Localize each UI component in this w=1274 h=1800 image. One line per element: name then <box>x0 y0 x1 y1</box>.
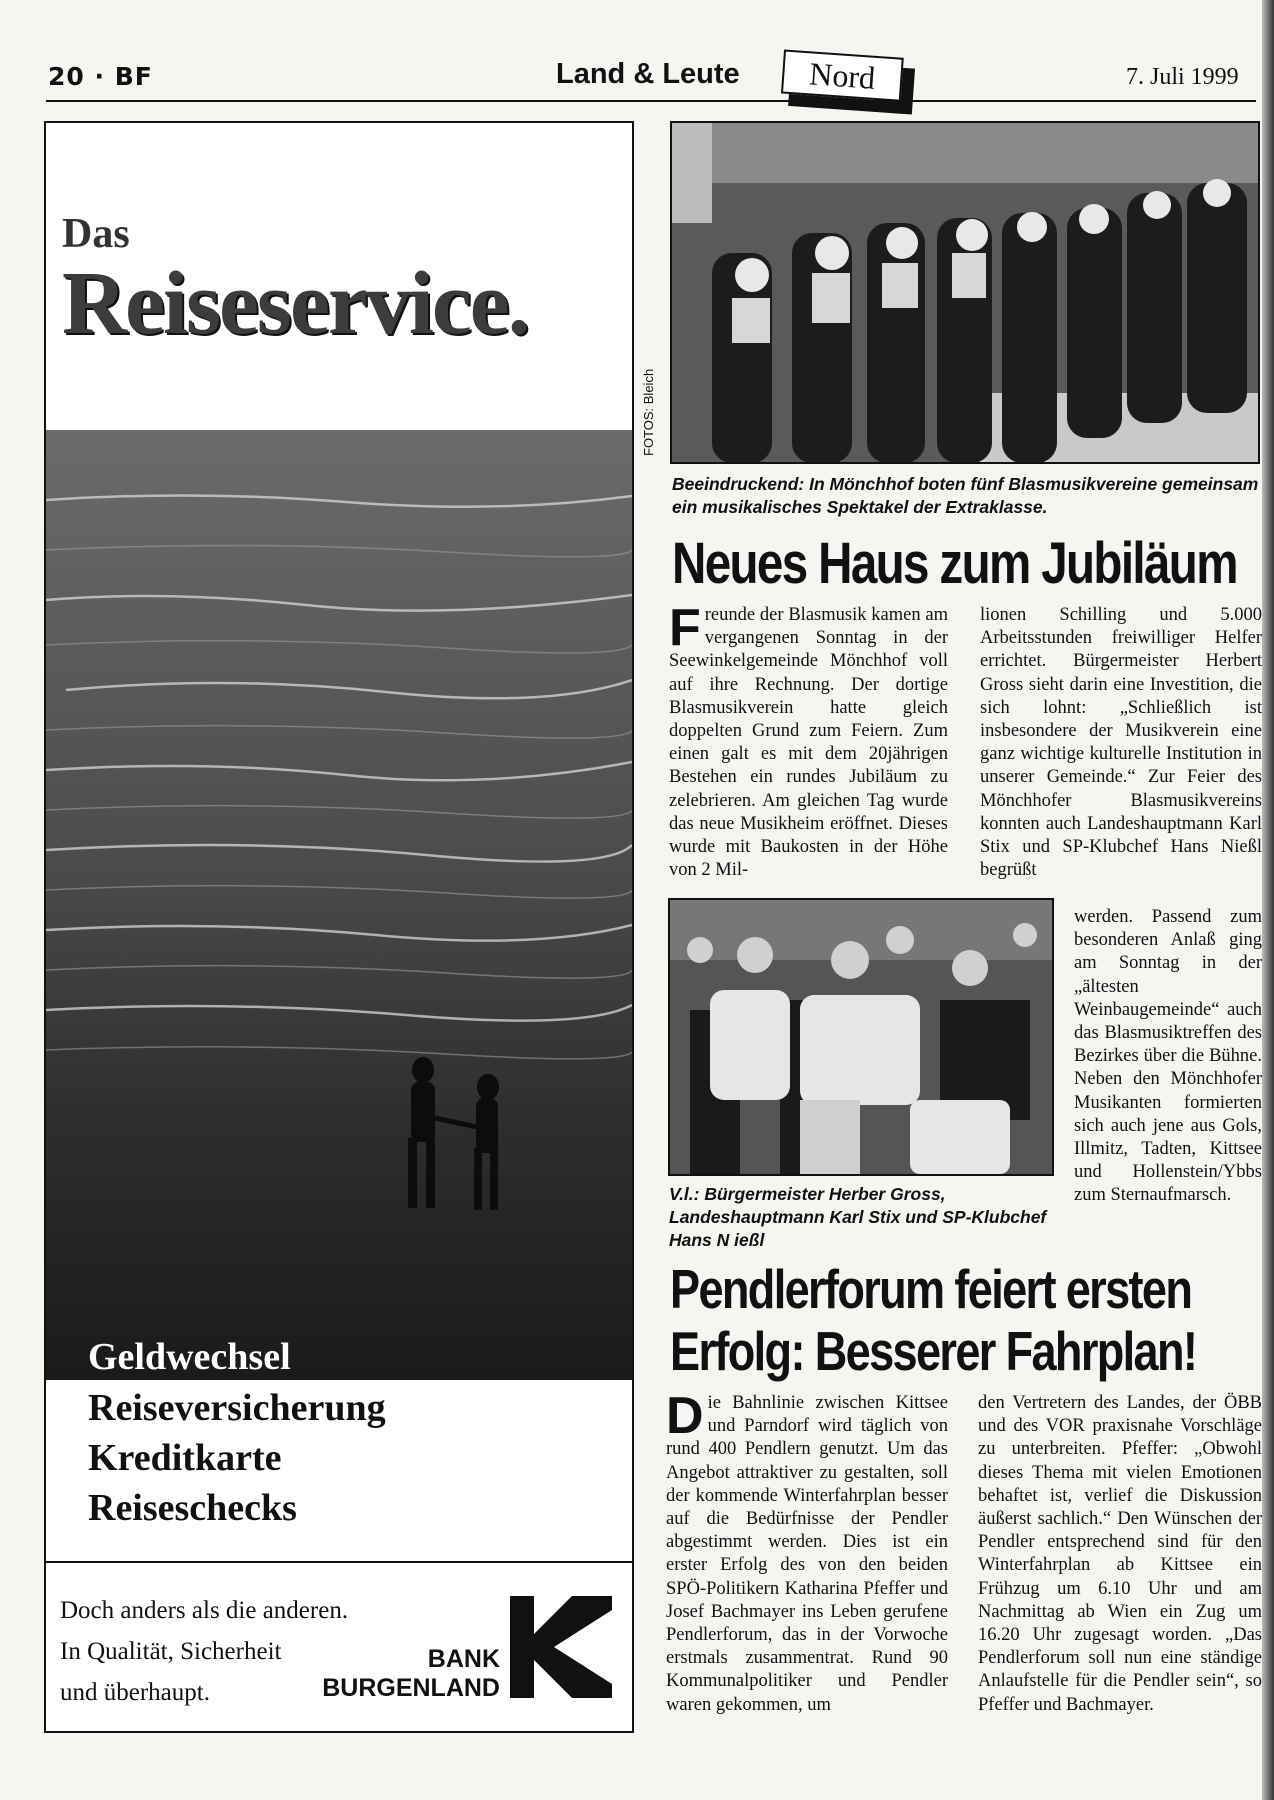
photo2-caption: V.l.: Bürgermeister Herber Gross, Landeshauptmann Karl Stix und SP-Klubchef Hans N ießl <box>669 1184 1047 1250</box>
beach-photo <box>46 430 632 1380</box>
article2-text-2: den Vertretern des Landes, der ÖBB und des VOR praxisnahe Vorschläge zu unterbreiten. Pfeffer: „Obwohl dieses Thema mit vielen Emotionen behaftet ist, verlief die Diskussion äußerst sachlich.“ Den Wünschen der Pendler entsprechend sind für den Winterfahrplan ab Kittsee ein Frühzug um 6.10 Uhr und am Nachmittag ab Wien ein Zug um 16.20 Uhr zugesagt worden. „Das Pendlerforum soll nun eine ständige Anlaufstelle für die Pendler sein“, so Pfeffer und Bachmayer. <box>978 1393 1262 1715</box>
drop-cap: F <box>669 599 701 657</box>
ad-title: Reiseservice. <box>62 254 529 353</box>
ad-divider <box>44 1561 634 1563</box>
article-headline: Neues Haus zum Jubiläum <box>672 531 1237 596</box>
dignitaries-photo <box>668 898 1054 1176</box>
bank-logo-icon <box>510 1596 612 1698</box>
article-column-1 <box>669 599 948 882</box>
ad-slogan-3: und überhaupt. <box>60 1679 210 1706</box>
photo-credit: FOTOS: Bleich <box>641 368 656 456</box>
article-column-2 <box>980 604 1262 882</box>
region-tag-label: Nord <box>781 49 904 101</box>
ad-slogan-2: In Qualität, Sicherheit <box>60 1638 282 1665</box>
header-rule <box>46 100 1256 102</box>
article2-headline-line1: Pendlerforum feiert ersten <box>670 1258 1192 1320</box>
issue-date: 7. Juli 1999 <box>1126 64 1239 90</box>
ad-service-4: Reiseschecks <box>88 1487 297 1529</box>
article2-headline-line2: Erfolg: Besserer Fahrplan! <box>670 1320 1197 1382</box>
ad-service-2: Reiseversicherung <box>88 1387 386 1429</box>
article2-column-2 <box>978 1392 1262 1717</box>
ad-slogan-1: Doch anders als die anderen. <box>60 1597 349 1624</box>
ad-service-3: Kreditkarte <box>88 1437 282 1479</box>
page-number: 20 · BF <box>48 62 153 91</box>
section-title: Land & Leute <box>556 58 740 90</box>
bank-name-line1: BANK <box>427 1645 500 1673</box>
article-column-3 <box>1074 906 1262 1208</box>
bank-name-line2: BURGENLAND <box>322 1674 500 1702</box>
article2-text-1: ie Bahnlinie zwischen Kittsee und Parndorf wird täglich von rund 400 Pendlern genutzt. Um das Angebot attraktiver zu gestalten, soll der kommende Winterfahrplan besser auf die Bedürfnisse der Pendler abgestimmt werden. Dies ist ein erster Erfolg des von den beiden SPÖ-Politikern Katharina Pfeffer und Josef Bachmayer ins Leben gerufene Pendlerforum, das in der Vorwoche erstmals zusammentrat. Rund 90 Kommunalpolitiker und Pendler waren gekommen, um <box>666 1393 948 1715</box>
ad-service-1: Geldwechsel <box>88 1336 291 1378</box>
article-text-2: lionen Schilling und 5.000 Arbeitsstunden freiwilliger Helfer errichtet. Bürgermeister Herbert Gross sieht darin eine Investition, die sich lohnt: „Schließlich ist insbesondere der Musikverein eine ganz wichtige kulturelle Institution in unserer Gemeinde.“ Zur Feier des Mönchhofer Blasmusikvereins konnten auch Landeshauptmann Karl Stix und SP-Klubchef Hans Nießl begrüßt <box>980 605 1262 881</box>
article-text-3: werden. Passend zum besonderen Anlaß ging am Sonntag in der „ältesten Weinbaugemeinde“ auch das Blasmusiktreffen des Bezirkes über die Bühne. Neben den Mönchhofer Musikanten formierten sich auch jene aus Gols, Illmitz, Tadten, Kittsee und Hollenstein/Ybbs zum Sternaufmarsch. <box>1074 907 1262 1206</box>
article2-column-1 <box>666 1387 948 1717</box>
article-text-1: reunde der Blasmusik kamen am vergangenen Sonntag in der Seewinkelgemeinde Mönchhof voll auf ihre Rechnung. Der dortige Blasmusikverein hatte gleich doppelten Grund zum Feiern. Zum einen galt es mit dem 20jährigen Bestehen ein rundes Jubiläum zu zelebrieren. Am gleichen Tag wurde das neue Musikheim eröffnet. Dieses wurde mit Baukosten in der Höhe von 2 Mil- <box>669 605 948 881</box>
page-edge <box>1262 0 1274 1800</box>
region-tag <box>780 49 915 112</box>
bank-name <box>290 1645 500 1703</box>
ad-title-small: Das <box>62 211 130 257</box>
article2-headline <box>670 1258 1196 1382</box>
brass-band-photo <box>670 121 1260 464</box>
photo-caption: Beeindruckend: In Mönchhof boten fünf Blasmusikvereine gemeinsam ein musikalisches Spektakel der Extraklasse. <box>672 474 1259 517</box>
drop-cap-2: D <box>666 1387 704 1445</box>
